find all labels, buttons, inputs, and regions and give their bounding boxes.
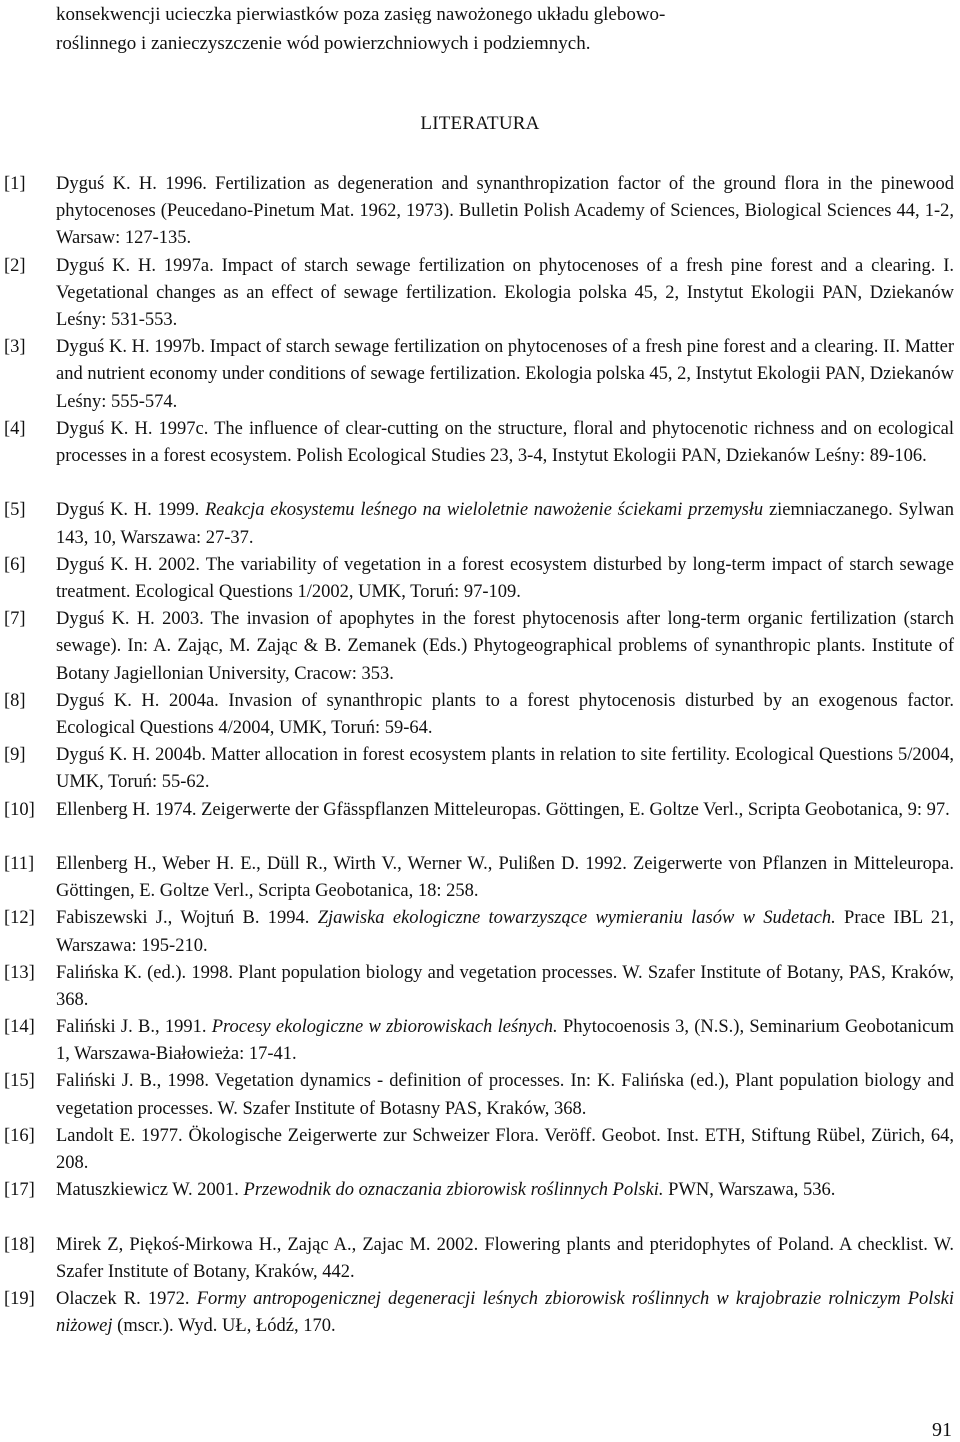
reference-number: [9] (4, 745, 26, 766)
reference-item (0, 688, 960, 742)
reference-item (0, 905, 960, 959)
reference-number: [1] (4, 174, 26, 194)
reference-text: Dyguś K. H. 1996. Fertilization as degeneration and synanthropization factor of the ground flora in the pinewood phytocenoses (Peucedano-Pinetum Mat. 1962, 1973). Bulletin Polish Academy of Sciences, Biological Sciences 44, 1-2, Warsaw: 127-135. (56, 174, 954, 249)
section-heading: LITERATURA (420, 113, 540, 134)
reference-text: Falińska K. (ed.). 1998. Plant population biology and vegetation processes. W. Szafer Institute of Botany, PAS, Kraków, 368. (56, 962, 954, 1010)
reference-text: Dyguś K. H. 2002. The variability of vegetation in a forest ecosystem disturbed by long-term impact of starch sewage treatment. Ecological Questions 1/2002, UMK, Toruń: 97-109. (56, 554, 954, 602)
reference-item (0, 1232, 960, 1286)
reference-number: [19] (4, 1289, 35, 1310)
reference-number: [15] (4, 1071, 35, 1092)
reference-list (0, 171, 960, 1340)
reference-text: Faliński J. B., 1991. Procesy ekologiczne w zbiorowiskach leśnych. Phytocoenosis 3, (N.S.), Seminarium Geobotanicum 1, Warszawa-Białowieża: 17-41. (56, 1017, 954, 1065)
reference-number: [8] (4, 690, 26, 711)
reference-number: [11] (4, 853, 35, 874)
reference-number: [17] (4, 1180, 35, 1201)
reference-text: Landolt E. 1977. Ökologische Zeigerwerte zur Schweizer Flora. Veröff. Geobot. Inst. ETH, Stiftung Rübel, Zürich, 64, 208. (56, 1125, 954, 1174)
reference-item (0, 742, 960, 796)
reference-item (0, 552, 960, 606)
page-number: 91 (932, 1419, 952, 1441)
reference-item (0, 960, 960, 1014)
reference-number: [13] (4, 962, 35, 983)
reference-text: Dyguś K. H. 2004a. Invasion of synanthropic plants to a forest phytocenosis disturbed by an exogenous factor. Ecological Questions 4/2004, UMK, Toruń: 59-64. (56, 690, 954, 738)
reference-text: Matuszkiewicz W. 2001. Przewodnik do oznaczania zbiorowisk roślinnych Polski. PWN, Warszawa, 536. (56, 1180, 836, 1201)
reference-text: Fabiszewski J., Wojtuń B. 1994. Zjawiska ekologiczne towarzyszące wymieraniu lasów w Sudetach. Prace IBL 21, Warszawa: 195-210. (56, 908, 954, 956)
reference-item (0, 253, 960, 335)
reference-text: Mirek Z, Piękoś-Mirkowa H., Zając A., Zajac M. 2002. Flowering plants and pteridophytes of Poland. A checklist. W. Szafer Institute of Botany, Kraków, 442. (56, 1234, 954, 1282)
reference-number: [6] (4, 554, 26, 575)
reference-number: [2] (4, 255, 26, 276)
reference-item (0, 1177, 960, 1231)
intro-line: konsekwencji ucieczka pierwiastków poza zasięg nawożonego układu glebowo- (56, 4, 666, 25)
reference-number: [14] (4, 1017, 35, 1038)
reference-item (0, 416, 960, 498)
reference-text: Dyguś K. H. 1997b. Impact of starch sewage fertilization on phytocenoses of a fresh pine forest and a clearing. II. Matter and nutrient economy under conditions of sewage fertilization. Ekologia polska 45, 2, Instytut Ekologii PAN, Dziekanów Leśny: 555-574. (56, 337, 954, 412)
intro-paragraph (56, 0, 936, 58)
reference-item (0, 1286, 960, 1340)
reference-number: [5] (4, 500, 26, 521)
reference-item (0, 1014, 960, 1068)
reference-text: Faliński J. B., 1998. Vegetation dynamics - definition of processes. In: K. Falińska (ed.), Plant population biology and vegetation processes. W. Szafer Institute of Botasny PAS, Kraków, 368. (56, 1071, 954, 1119)
reference-item (0, 851, 960, 905)
reference-text: Olaczek R. 1972. Formy antropogenicznej degeneracji leśnych zbiorowisk roślinnych w krajobrazie rolniczym Polski niżowej (mscr.). Wyd. UŁ, Łódź, 170. (56, 1289, 954, 1337)
reference-number: [10] (4, 799, 35, 820)
reference-text: Ellenberg H., Weber H. E., Düll R., Wirth V., Werner W., Pulißen D. 1992. Zeigerwerte von Pflanzen in Mitteleuropa. Göttingen, E. Goltze Verl., Scripta Geobotanica, 18: 258. (56, 853, 954, 902)
reference-text: Dyguś K. H. 1999. Reakcja ekosystemu leśnego na wieloletnie nawożenie ściekami przemysłu ziemniaczanego. Sylwan 143, 10, Warszawa: 27-37. (56, 500, 954, 548)
reference-item (0, 606, 960, 688)
reference-item (0, 171, 960, 253)
reference-text: Dyguś K. H. 1997c. The influence of clear-cutting on the structure, floral and phytocenotic richness and on ecological processes in a forest ecosystem. Polish Ecological Studies 23, 3-4, Instytut Ekologii PAN, Dziekanów Leśny: 89-106. (56, 418, 954, 466)
reference-item (0, 1068, 960, 1122)
reference-number: [18] (4, 1234, 35, 1255)
reference-number: [12] (4, 908, 35, 929)
reference-number: [16] (4, 1125, 35, 1146)
reference-text: Dyguś K. H. 2003. The invasion of apophytes in the forest phytocenosis after long-term organic fertilization (starch sewage). In: A. Zając, M. Zając & B. Zemanek (Eds.) Phytogeographical problems of synanthropic plants. Institute of Botany Jagiellonian University, Cracow: 353. (56, 609, 954, 684)
reference-item (0, 497, 960, 551)
reference-text: Ellenberg H. 1974. Zeigerwerte der Gfässpflanzen Mitteleuropas. Göttingen, E. Goltze Verl., Scripta Geobotanica, 9: 97. (56, 799, 950, 820)
reference-number: [7] (4, 609, 26, 630)
reference-text: Dyguś K. H. 2004b. Matter allocation in forest ecosystem plants in relation to site fertility. Ecological Questions 5/2004, UMK, Toruń: 55-62. (56, 745, 954, 793)
reference-text: Dyguś K. H. 1997a. Impact of starch sewage fertilization on phytocenoses of a fresh pine forest and a clearing. I. Vegetational changes as an effect of sewage fertilization. Ekologia polska 45, 2, Instytut Ekologii PAN, Dziekanów Leśny: 531-553. (56, 255, 954, 330)
intro-line: roślinnego i zanieczyszczenie wód powierzchniowych i podziemnych. (56, 33, 591, 54)
reference-item (0, 797, 960, 851)
reference-number: [3] (4, 337, 26, 358)
reference-number: [4] (4, 418, 26, 439)
reference-item (0, 1123, 960, 1177)
reference-item (0, 334, 960, 416)
